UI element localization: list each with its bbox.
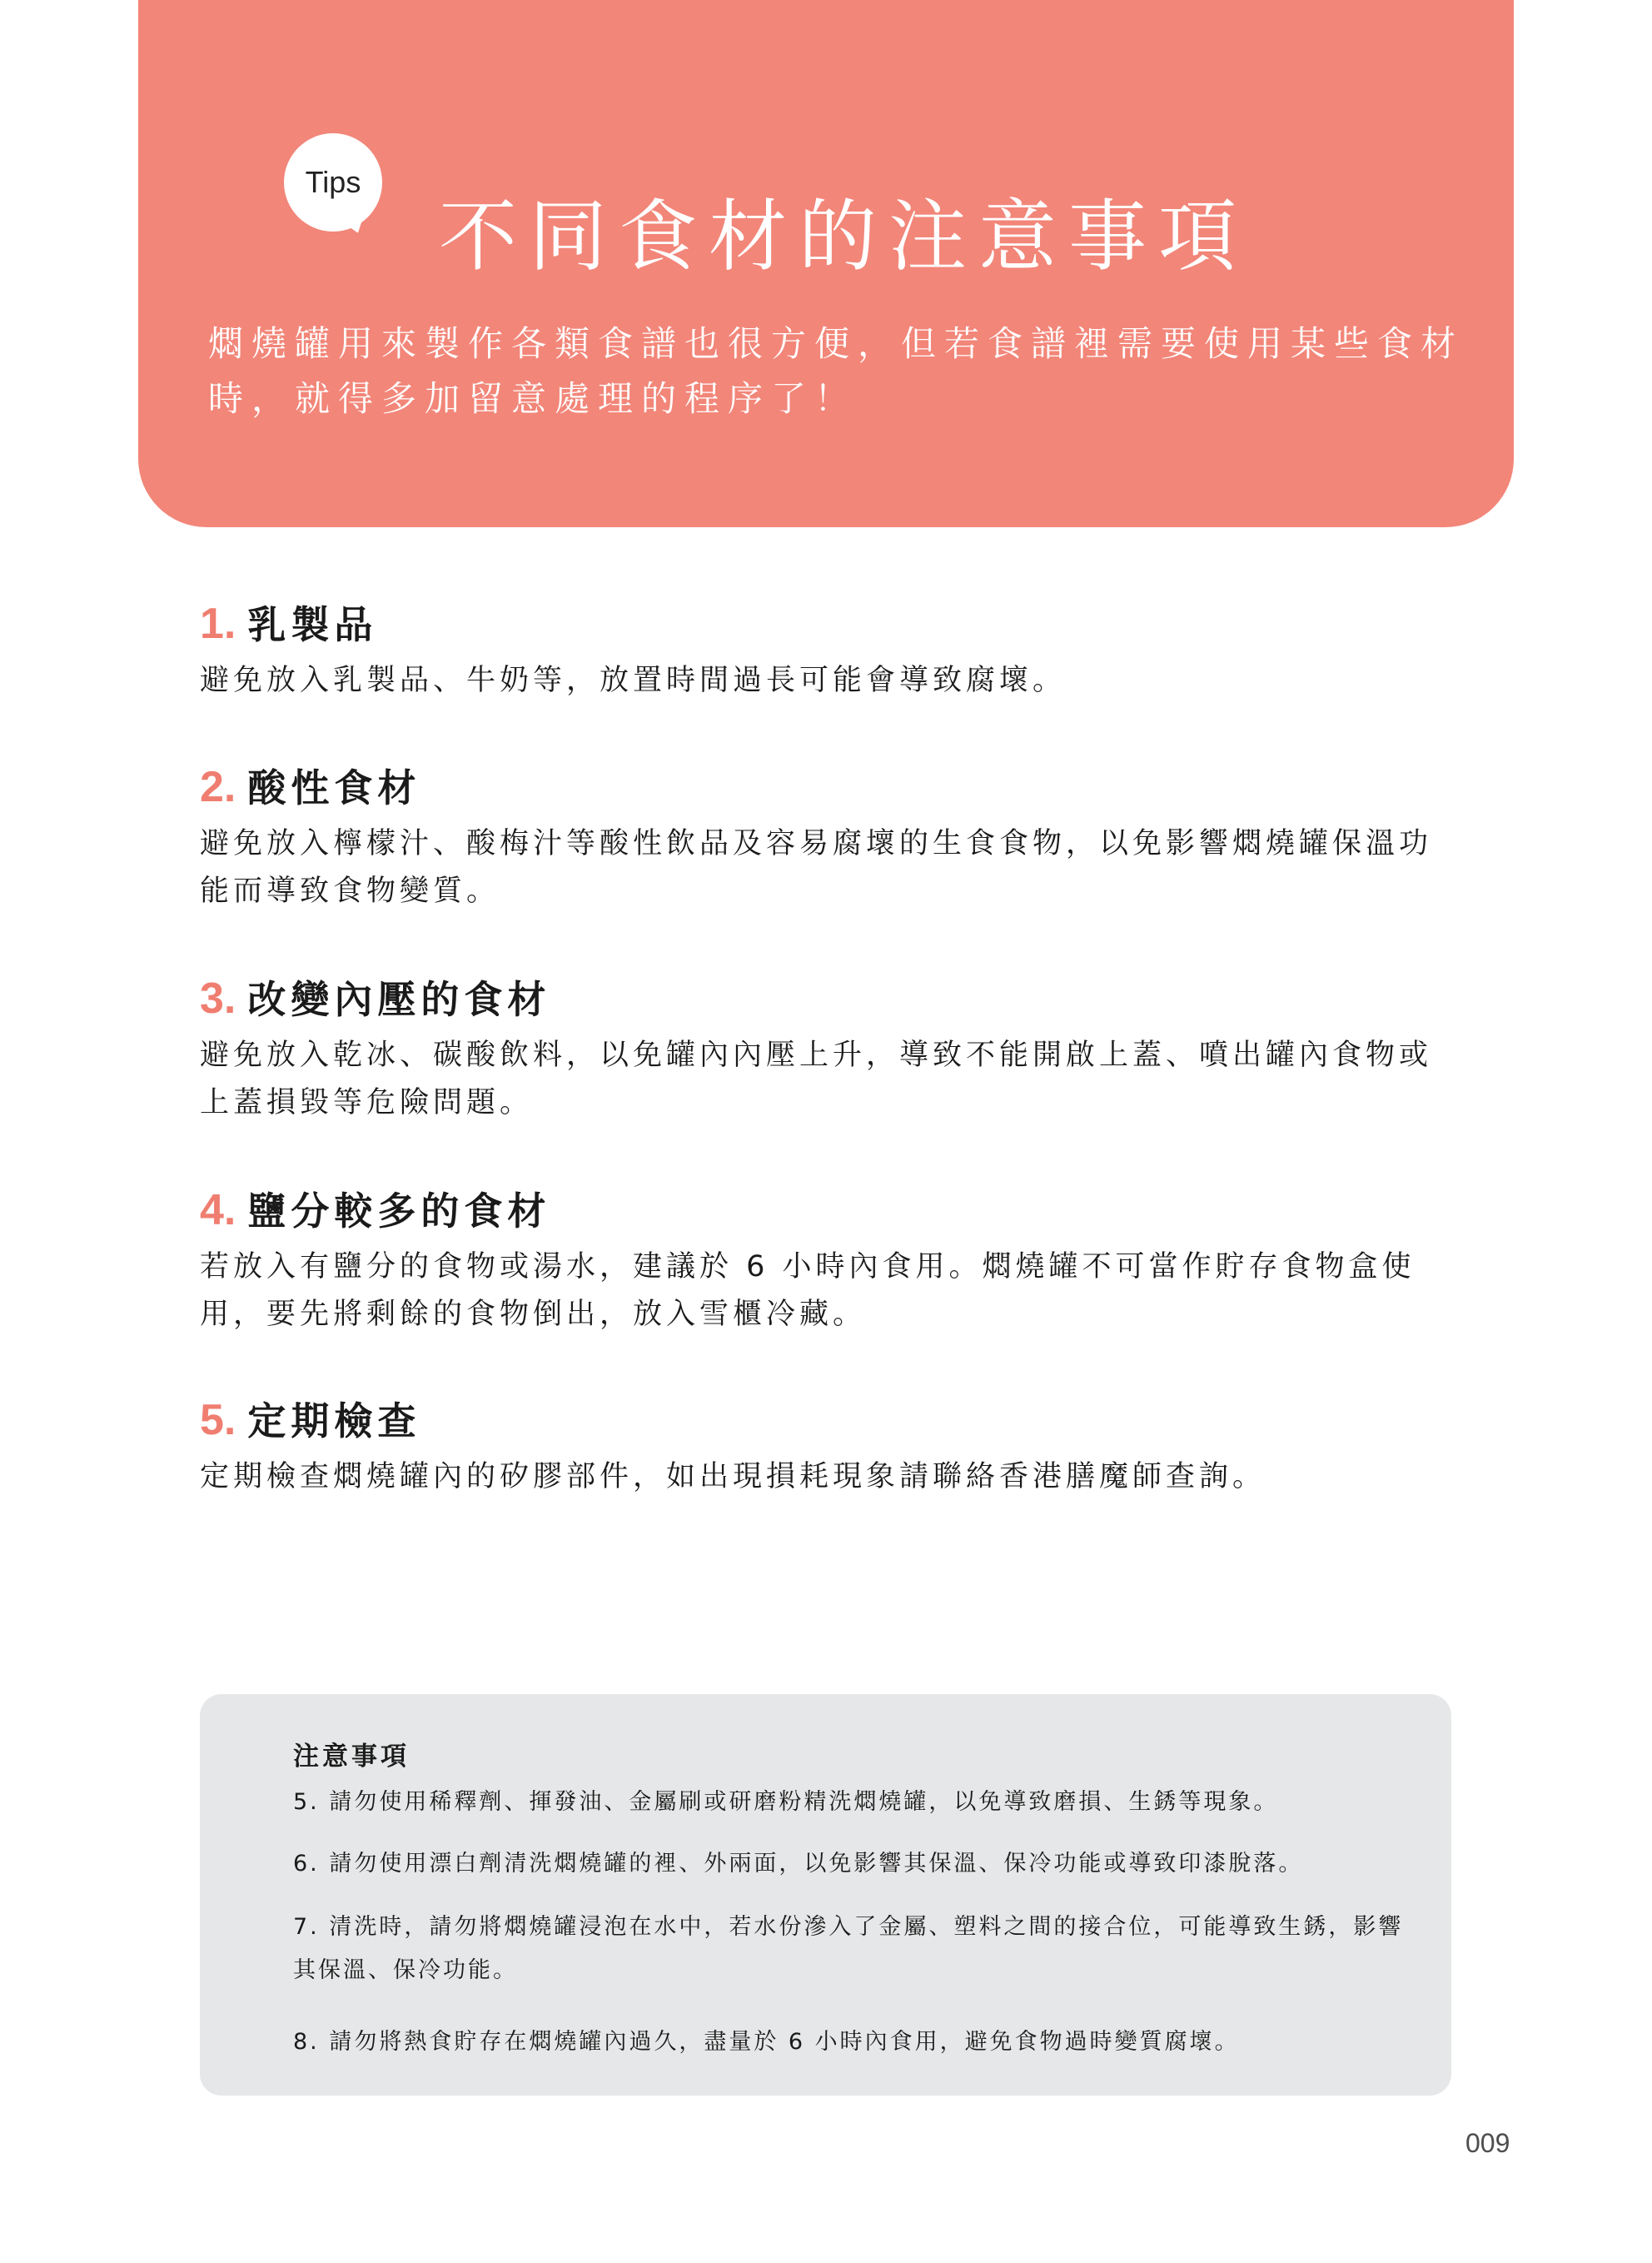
section-heading [200,758,1449,817]
note-item: 7. 清洗時，請勿將燜燒罐浸泡在水中，若水份滲入了金屬、塑料之間的接合位，可能導致生銹，影響其保溫、保冷功能。 [293,1914,1404,1983]
section-number: 2. [200,763,236,811]
section-title: 定期檢查 [247,1398,421,1443]
note-item: 5. 請勿使用稀釋劑、揮發油、金屬刷或研磨粉精洗燜燒罐，以免導致磨損、生銹等現象。 [293,1789,1279,1815]
section-number: 5. [200,1396,236,1444]
section-inspection [200,1391,1449,1501]
note-item: 6. 請勿使用漂白劑清洗燜燒罐的裡、外兩面，以免影響其保溫、保冷功能或導致印漆脫落。 [293,1851,1304,1877]
section-heading [200,1391,1449,1450]
section-number: 3. [200,974,236,1023]
section-heading [200,1181,1449,1240]
notes-box [200,1694,1451,2096]
section-acidic [200,758,1449,915]
section-title: 酸性食材 [247,765,421,810]
page-number: 009 [1465,2128,1510,2158]
note-item: 8. 請勿將熱食貯存在燜燒罐內過久，盡量於 6 小時內食用，避免食物過時變質腐壞。 [293,2029,1240,2055]
section-title: 鹽分較多的食材 [247,1189,551,1234]
section-body: 避免放入乾冰、碳酸飲料，以免罐內內壓上升，導致不能開啟上蓋、噴出罐內食物或上蓋損毀等危險問題。 [200,1039,1433,1119]
section-number: 1. [200,600,236,648]
section-heading [200,970,1449,1029]
section-number: 4. [200,1186,236,1234]
section-dairy [200,595,1449,705]
notes-title: 注意事項 [293,1742,410,1772]
section-body: 定期檢查燜燒罐內的矽膠部件，如出現損耗現象請聯絡香港膳魔師查詢。 [200,1460,1266,1493]
page-title: 不同食材的注意事項 [439,192,1249,282]
tips-label: Tips [305,165,361,199]
section-salty [200,1181,1449,1338]
section-body: 若放入有鹽分的食物或湯水，建議於 6 小時內食用。燜燒罐不可當作貯存食物盒使用，要先將剩餘的食物倒出，放入雪櫃冷藏。 [200,1250,1416,1331]
section-internal-pressure [200,970,1449,1127]
page-intro: 燜燒罐用來製作各類食譜也很方便，但若食譜裡需要使用某些食材時，就得多加留意處理的程序了！ [208,323,1465,419]
section-body: 避免放入乳製品、牛奶等，放置時間過長可能會導致腐壞。 [200,664,1067,697]
section-title: 乳製品 [247,602,378,647]
section-heading [200,595,1449,654]
section-body: 避免放入檸檬汁、酸梅汁等酸性飲品及容易腐壞的生食食物，以免影響燜燒罐保溫功能而導致食物變質。 [200,827,1433,908]
section-title: 改變內壓的食材 [247,977,551,1022]
